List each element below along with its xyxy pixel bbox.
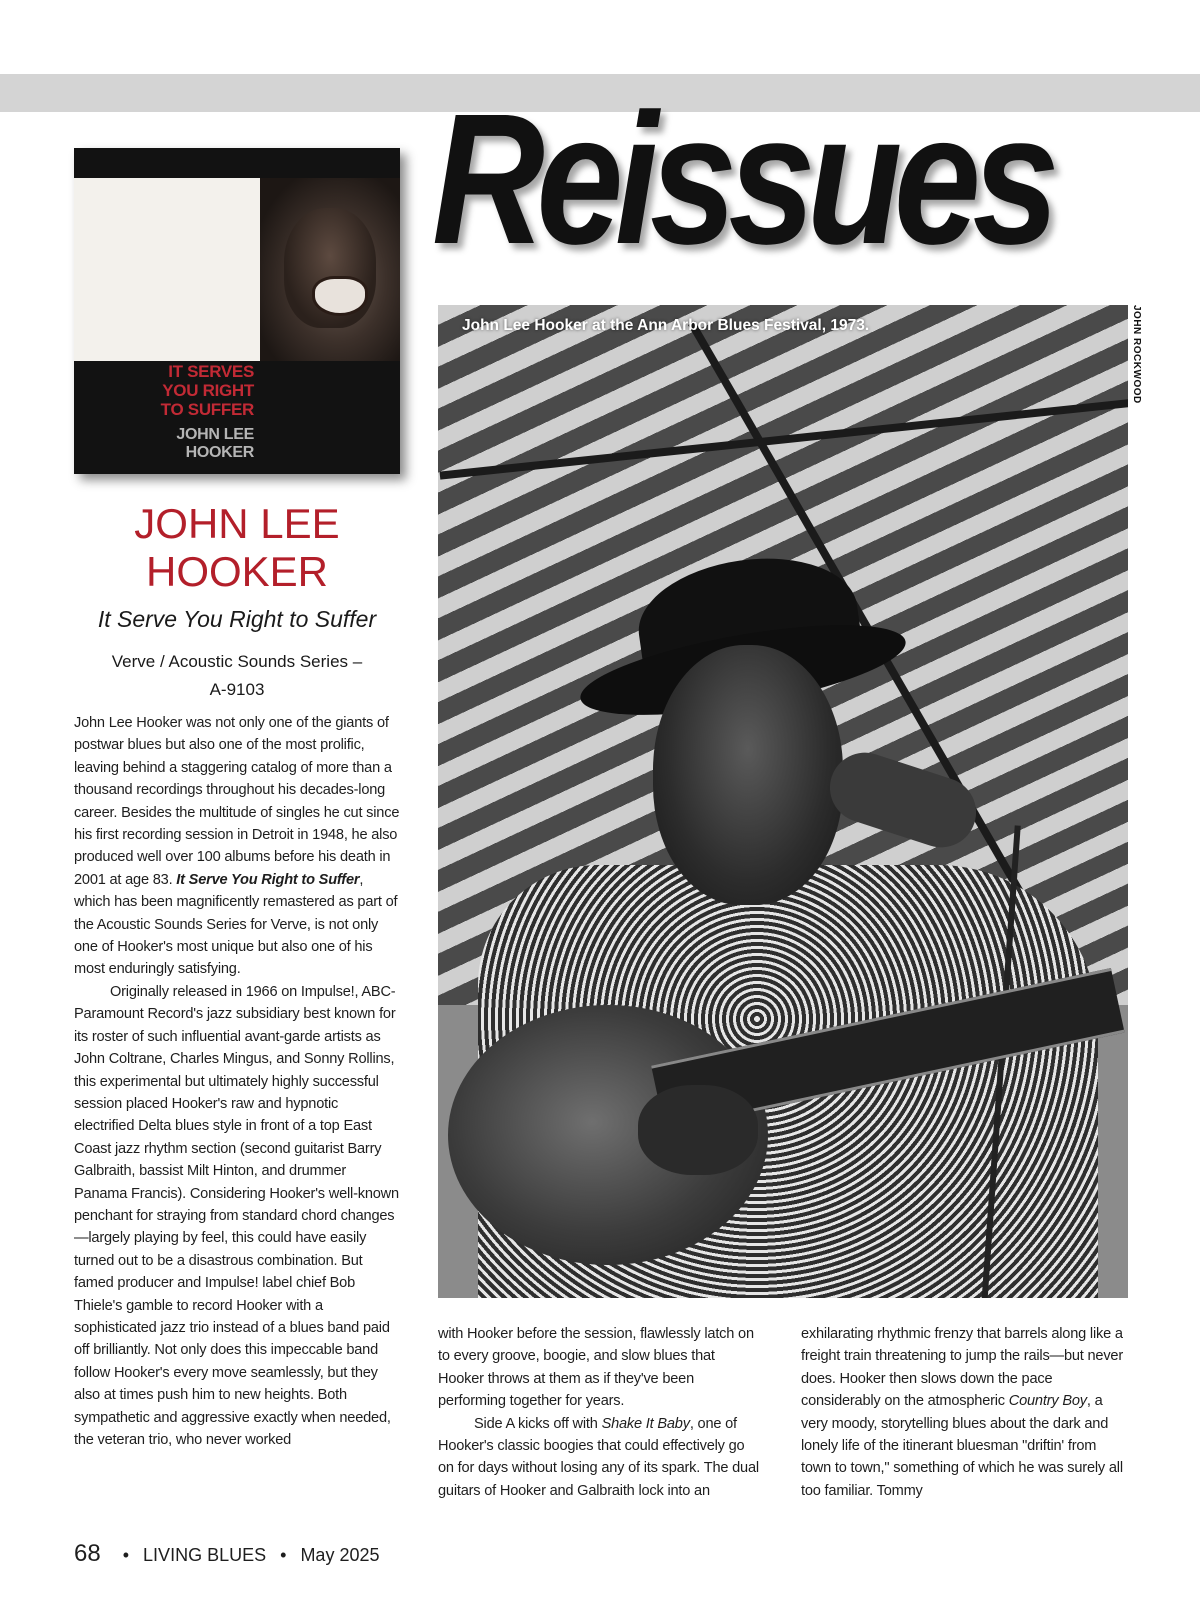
review-artist-heading [74, 500, 400, 596]
footer-separator: • [122, 1545, 130, 1565]
catalog-number: A-9103 [209, 680, 265, 699]
paragraph-text: , a very moody, storytelling blues about the dark and lonely life of the itinerant bluesman "driftin' from town to town," something of which he was surely all too familiar. Tommy [801, 1393, 1123, 1499]
paragraph-text: Side A kicks off with [474, 1415, 602, 1432]
section-title: Reissues [432, 76, 1051, 283]
body-column-2 [438, 1323, 764, 1502]
album-cover-title-line: TO SUFFER [160, 400, 254, 419]
photo-credit: JOHN ROCKWOOD [1131, 305, 1142, 404]
album-cover-title [134, 362, 254, 419]
body-column-3 [801, 1323, 1127, 1502]
issue-date: May 2025 [300, 1545, 380, 1565]
paragraph: with Hooker before the session, flawlessly latch on to every groove, boogie, and slow blues that Hooker throws at them as if they've been performing together for years. [438, 1326, 754, 1410]
album-title-inline: It Serve You Right to Suffer [176, 871, 360, 888]
song-title-inline: Shake It Baby [601, 1415, 690, 1432]
page-footer [74, 1542, 380, 1567]
album-cover-image [74, 148, 400, 474]
paragraph-text: John Lee Hooker was not only one of the giants of postwar blues but also one of the most prolific, leaving behind a staggering catalog of more than a thousand recordings throughout his decades-long career. Besides the multitude of singles he cut since his first recording session in Detroit in 1948, he also produced well over 100 albums before his death in 2001 at age 83. [74, 715, 400, 888]
page-number: 68 [74, 1540, 101, 1567]
album-cover-title-line: YOU RIGHT [162, 381, 254, 400]
paragraph: Originally released in 1966 on Impulse!, ABC-Paramount Record's jazz subsidiary best known for its roster of such influential avant-garde artists as John Coltrane, Charles Mingus, and Sonny Rollins, this experimental but ultimately highly successful session placed Hooker's raw and hypnotic electrified Delta blues style in front of a top East Coast jazz rhythm section (second guitarist Barry Galbraith, bassist Milt Hinton, and drummer Panama Francis). Considering Hooker's well-known penchant for straying from standard chord changes—largely playing by feel, this could have easily turned out to be a disastrous combination. But famed producer and Impulse! label chief Bob Thiele's gamble to record Hooker with a sophisticated jazz trio instead of a blues band paid off brilliantly. Not only does this impeccable band follow Hooker's every move seamlessly, but they also at times push him to new heights. Both sympathetic and aggressive exactly when needed, the veteran trio, who never worked [74, 983, 399, 1448]
review-album-title: It Serve You Right to Suffer [97, 606, 377, 632]
label-line: Verve / Acoustic Sounds Series – [111, 652, 363, 671]
paragraph [801, 1323, 1127, 1502]
paragraph [74, 712, 402, 981]
footer-separator: • [280, 1545, 287, 1565]
album-cover-mouth [312, 276, 368, 316]
album-cover-title-line: IT SERVES [168, 362, 254, 381]
body-column-1 [74, 712, 402, 1451]
magazine-name: LIVING BLUES [143, 1545, 267, 1565]
review-label-info [74, 648, 400, 704]
photo-caption: John Lee Hooker at the Ann Arbor Blues Festival, 1973. [462, 317, 870, 334]
performer-face [653, 645, 843, 905]
album-cover-artist [134, 426, 254, 462]
song-title-inline: Country Boy [1008, 1393, 1087, 1410]
album-cover-artist-line: HOOKER [185, 444, 254, 461]
paragraph-text: , one of Hooker's classic boogies that could effectively go on for days without losing any of its spark. The dual guitars of Hooker and Galbraith lock into an [438, 1415, 759, 1499]
concert-photo [438, 305, 1128, 1298]
paragraph-text: exhilarating rhythmic frenzy that barrels along like a freight train threatening to jump the rails—but never does. Hooker then slows down the pace considerably on the atmospheric [801, 1326, 1123, 1410]
paragraph-text: , which has been magnificently remastered as part of the Acoustic Sounds Series for Verve, is not only one of Hooker's most unique but also one of his most enduringly satisfying. [74, 871, 398, 978]
artist-name-line: HOOKER [145, 548, 329, 595]
paragraph [438, 1413, 764, 1503]
performer-hand [638, 1085, 758, 1175]
album-cover-artist-line: JOHN LEE [176, 426, 254, 443]
artist-name-line: JOHN LEE [134, 500, 340, 547]
